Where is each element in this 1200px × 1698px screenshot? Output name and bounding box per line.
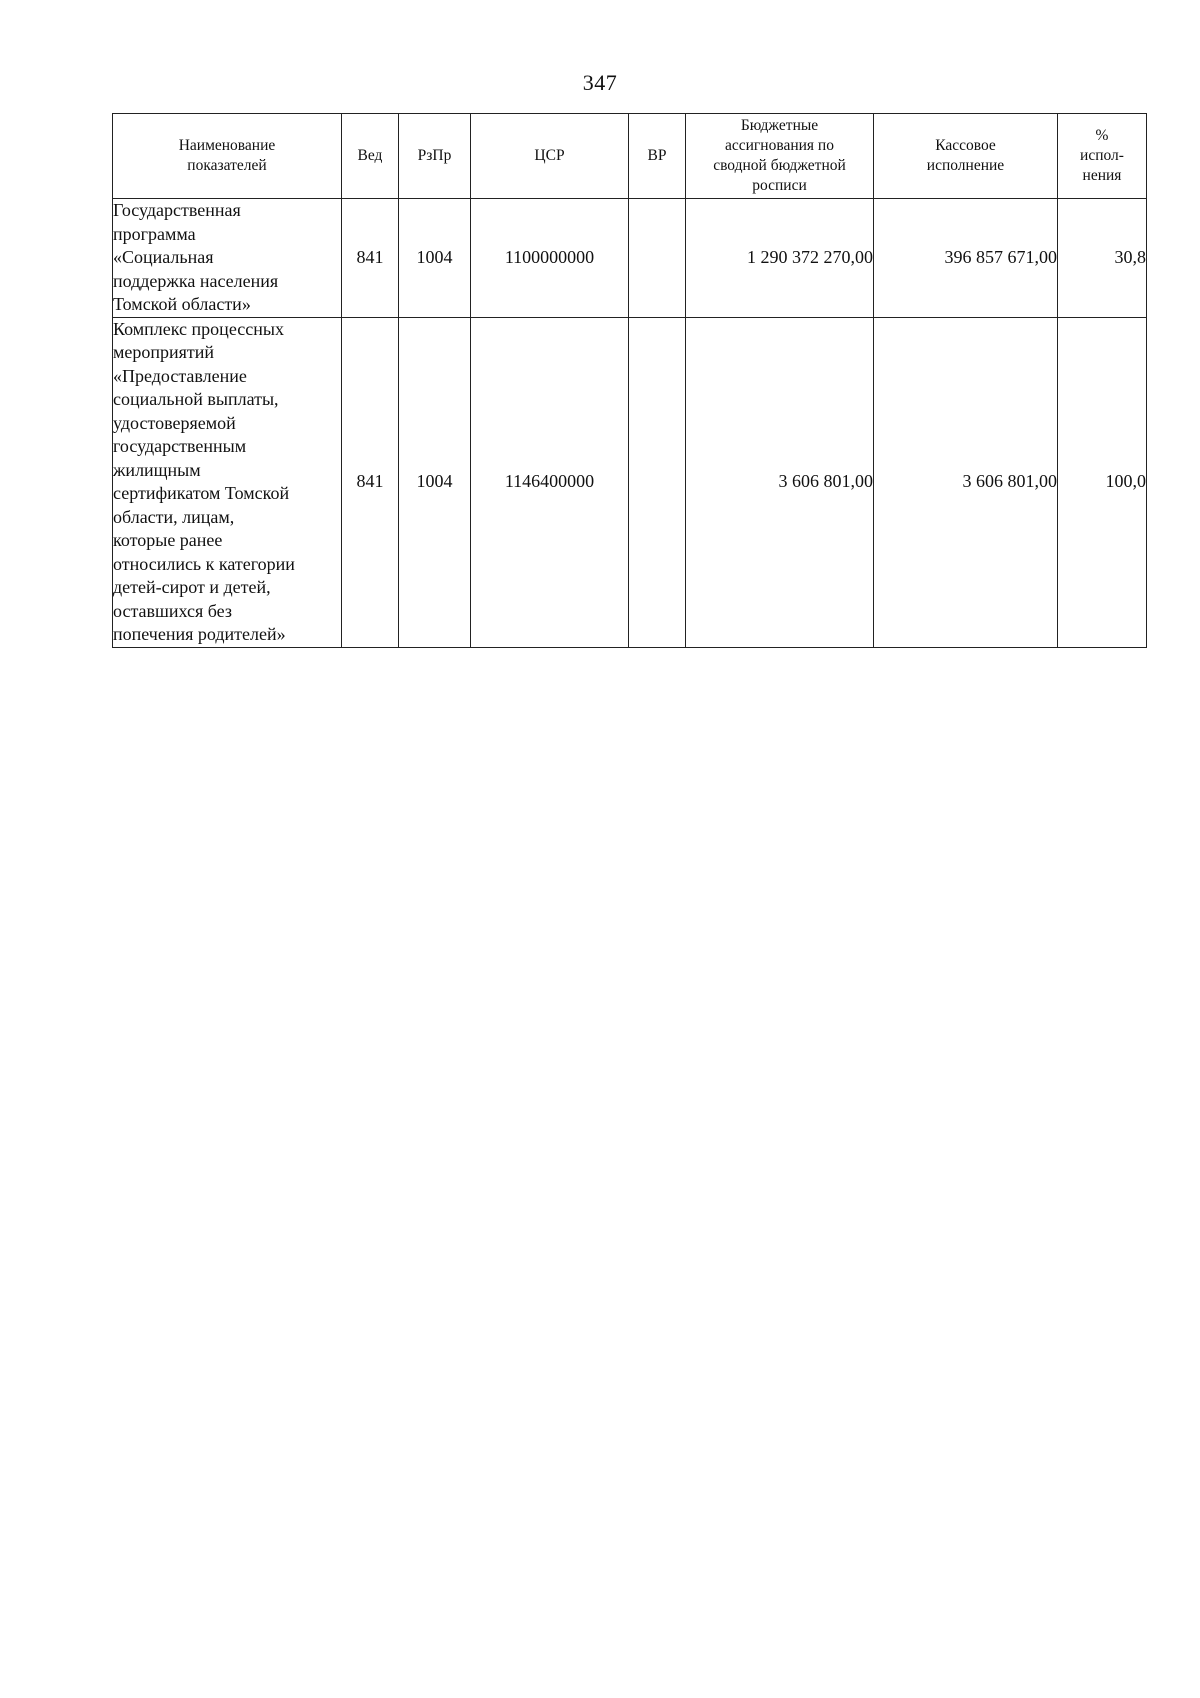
row-rzpr-cell: 1004 xyxy=(399,199,471,318)
row-name-line: государственным xyxy=(113,436,247,456)
row-percent-cell: 100,0 xyxy=(1058,317,1147,647)
table-row xyxy=(113,199,1147,318)
budget-execution-table xyxy=(112,113,1147,648)
row-name-line: мероприятий xyxy=(113,342,215,362)
row-name-line: программа xyxy=(113,223,196,244)
row-name-line: области, лицам, xyxy=(113,506,235,527)
row-ved-cell: 841 xyxy=(342,199,399,318)
row-cash-cell: 396 857 671,00 xyxy=(874,199,1058,318)
row-name-line: жилищным xyxy=(113,459,201,480)
row-budget-cell: 1 290 372 270,00 xyxy=(686,199,874,318)
header-csr: ЦСР xyxy=(471,114,629,199)
table-row xyxy=(113,317,1147,647)
header-budget-line: росписи xyxy=(752,177,807,194)
header-budget xyxy=(686,114,874,199)
header-percent-line: % xyxy=(1095,127,1109,144)
row-rzpr-cell: 1004 xyxy=(399,317,471,647)
row-name-line: Государственная xyxy=(113,200,241,220)
header-name-line: показателей xyxy=(187,157,267,174)
row-name-line: оставшихся без xyxy=(113,600,232,621)
header-cash-line: Кассовое xyxy=(935,137,996,154)
row-name-line: сертификатом Томской xyxy=(113,483,290,503)
row-name-cell xyxy=(113,199,342,318)
row-vr-cell xyxy=(629,317,686,647)
header-name xyxy=(113,114,342,199)
table-header-row xyxy=(113,114,1147,199)
row-name-line: которые ранее xyxy=(113,530,223,550)
header-percent-line: испол- xyxy=(1080,147,1124,164)
header-budget-line: сводной бюджетной xyxy=(713,157,846,174)
row-name-line: Комплекс процессных xyxy=(113,318,284,339)
row-name-line: «Предоставление xyxy=(113,365,247,386)
row-name-line: детей-сирот и детей, xyxy=(113,577,271,597)
header-vr: ВР xyxy=(629,114,686,199)
header-budget-line: ассигнования по xyxy=(725,137,834,154)
row-name-line: удостоверяемой xyxy=(113,412,236,433)
row-name-line: относились к категории xyxy=(113,553,295,574)
page-number: 347 xyxy=(582,70,618,95)
header-budget-line: Бюджетные xyxy=(740,117,819,134)
row-csr-cell: 1100000000 xyxy=(471,199,629,318)
header-percent-line: нения xyxy=(1082,167,1122,184)
row-cash-cell: 3 606 801,00 xyxy=(874,317,1058,647)
row-vr-cell xyxy=(629,199,686,318)
row-csr-cell: 1146400000 xyxy=(471,317,629,647)
row-name-line: поддержка населения xyxy=(113,270,279,291)
row-name-line: Томской области» xyxy=(113,294,251,314)
header-name-line: Наименование xyxy=(178,137,276,154)
row-percent-cell: 30,8 xyxy=(1058,199,1147,318)
row-ved-cell: 841 xyxy=(342,317,399,647)
header-cash xyxy=(874,114,1058,199)
row-name-line: «Социальная xyxy=(113,247,214,267)
row-name-line: социальной выплаты, xyxy=(113,389,279,409)
header-ved: Вед xyxy=(342,114,399,199)
header-cash-line: исполнение xyxy=(926,157,1005,174)
row-name-line: попечения родителей» xyxy=(113,624,286,644)
row-name-cell xyxy=(113,317,342,647)
row-budget-cell: 3 606 801,00 xyxy=(686,317,874,647)
header-rzpr: РзПр xyxy=(399,114,471,199)
header-percent xyxy=(1058,114,1147,199)
